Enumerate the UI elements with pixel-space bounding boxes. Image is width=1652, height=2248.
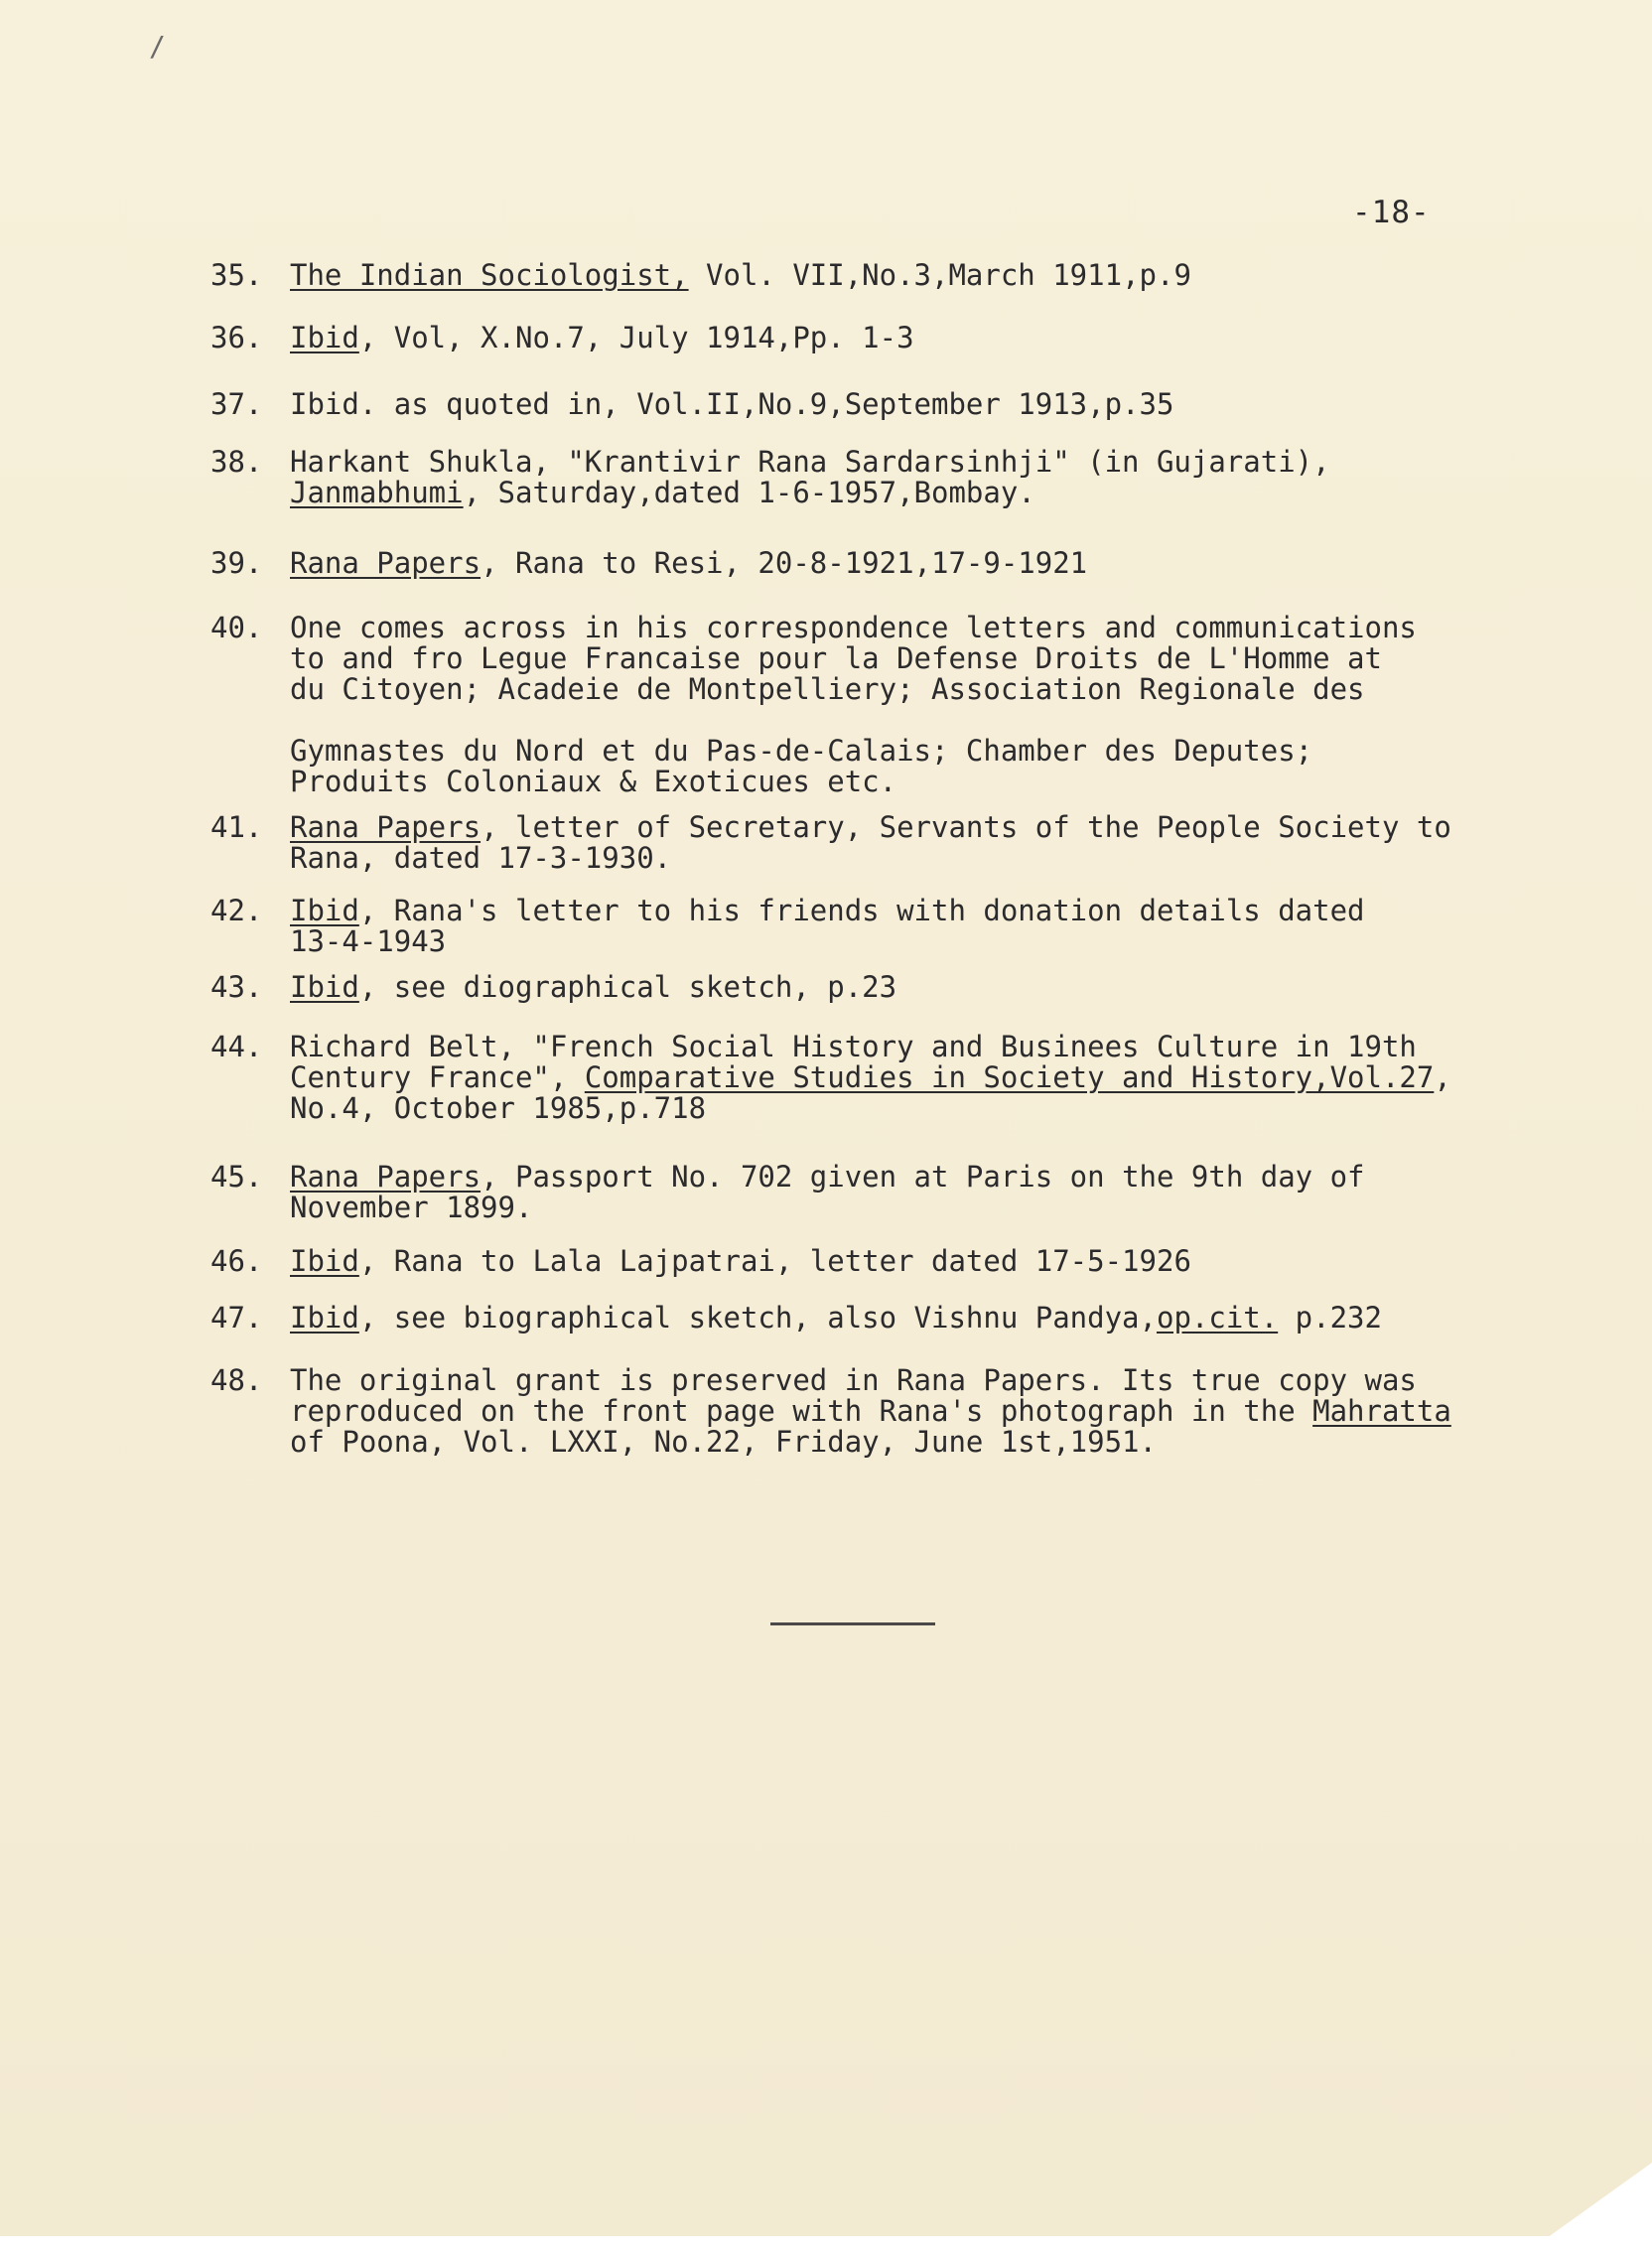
footnote-text xyxy=(290,613,1417,797)
footnote-number: 35. xyxy=(210,258,263,292)
footnote-number: 36. xyxy=(210,321,263,354)
footnote-number: 45. xyxy=(210,1160,263,1194)
underlined-title: Ibid xyxy=(290,1301,359,1335)
footnote-38 xyxy=(210,447,1330,508)
footnote-number: 48. xyxy=(210,1363,263,1397)
underlined-title: Ibid xyxy=(290,321,359,354)
footnote-text xyxy=(290,1246,1191,1277)
footnote-text xyxy=(290,1365,1451,1458)
underlined-title: Ibid xyxy=(290,894,359,927)
footnote-number: 41. xyxy=(210,810,263,844)
footnote-number: 38. xyxy=(210,445,263,479)
footnote-segment: , Passport No. 702 given at Paris on the 9th day of November 1899. xyxy=(290,1160,1365,1224)
footnote-45 xyxy=(210,1162,1365,1223)
footnote-segment: , No.4, October 1985,p.718 xyxy=(290,1060,1451,1125)
end-rule xyxy=(770,1622,935,1625)
footnote-segment: Vol. VII,No.3,March 1911,p.9 xyxy=(688,258,1191,292)
folded-corner xyxy=(1533,2163,1652,2248)
underlined-title: Ibid xyxy=(290,1244,359,1278)
footnote-47 xyxy=(210,1303,1382,1334)
underlined-title: Ibid xyxy=(290,970,359,1004)
footnote-text xyxy=(290,389,1173,420)
footnote-40 xyxy=(210,613,1417,797)
underlined-title: Rana Papers xyxy=(290,810,482,844)
underlined-title: Mahratta xyxy=(1312,1394,1451,1428)
footnote-48 xyxy=(210,1365,1451,1458)
footnote-segment: , Rana to Lala Lajpatrai, letter dated 17-5-1926 xyxy=(358,1244,1191,1278)
footnote-segment: , Rana's letter to his friends with donation details dated 13-4-1943 xyxy=(290,894,1365,958)
footnote-segment: of Poona, Vol. LXXI, No.22, Friday, June 1st,1951. xyxy=(290,1425,1157,1459)
footnote-44 xyxy=(210,1032,1451,1124)
footnote-43 xyxy=(210,972,896,1003)
underlined-title: Janmabhumi xyxy=(290,476,464,509)
footnote-42 xyxy=(210,896,1365,957)
footnote-segment: One comes across in his correspondence letters and communications to and fro Legue Francaise pour la Defense Droits de L'Homme at du Citoyen; Acadeie de Montpelliery; Association Regionale des Gymnastes du Nord et du Pas-de-Calais; Chamber des Deputes; Produits Coloniaux & Exoticues etc. xyxy=(290,611,1417,798)
footnote-number: 46. xyxy=(210,1244,263,1278)
underlined-title: The Indian Sociologist, xyxy=(290,258,689,292)
underlined-title: op.cit. xyxy=(1156,1301,1279,1335)
footnote-text xyxy=(290,260,1191,291)
footnote-text xyxy=(290,323,914,353)
footnote-number: 43. xyxy=(210,970,263,1004)
footnote-segment: , Vol, X.No.7, July 1914,Pp. 1-3 xyxy=(358,321,914,354)
footnote-number: 42. xyxy=(210,894,263,927)
footnote-segment: , see diographical sketch, p.23 xyxy=(358,970,897,1004)
footnote-segment: , Rana to Resi, 20-8-1921,17-9-1921 xyxy=(481,546,1088,580)
footnote-text xyxy=(290,896,1365,957)
footnote-text xyxy=(290,1032,1451,1124)
footnote-46 xyxy=(210,1246,1191,1277)
underlined-title: Rana Papers xyxy=(290,546,482,580)
footnote-number: 44. xyxy=(210,1030,263,1063)
footnote-39 xyxy=(210,548,1087,579)
footnote-number: 37. xyxy=(210,387,263,421)
footnote-37 xyxy=(210,389,1173,420)
footnote-text xyxy=(290,447,1330,508)
footnote-text xyxy=(290,812,1451,874)
footnote-segment: p.232 xyxy=(1278,1301,1382,1335)
stray-pen-mark: / xyxy=(149,30,166,63)
footnote-text xyxy=(290,548,1087,579)
footnote-segment: Harkant Shukla, "Krantivir Rana Sardarsinhji" (in Gujarati), xyxy=(290,445,1330,479)
footnote-segment: , Saturday,dated 1-6-1957,Bombay. xyxy=(463,476,1035,509)
footnote-number: 39. xyxy=(210,546,263,580)
footnote-segment: , letter of Secretary, Servants of the People Society to Rana, dated 17-3-1930. xyxy=(290,810,1451,875)
footnote-35 xyxy=(210,260,1191,291)
underlined-title: Rana Papers xyxy=(290,1160,482,1194)
footnote-segment: The original grant is preserved in Rana Papers. Its true copy was reproduced on the front page with Rana's photograph in the xyxy=(290,1363,1417,1428)
footnote-number: 47. xyxy=(210,1301,263,1335)
underlined-title: Comparative Studies in Society and History,Vol.27 xyxy=(584,1060,1435,1094)
footnote-36 xyxy=(210,323,914,353)
footnote-segment: Ibid. as quoted in, Vol.II,No.9,September 1913,p.35 xyxy=(290,387,1174,421)
footnote-text xyxy=(290,1303,1382,1334)
footnote-number: 40. xyxy=(210,611,263,644)
page-number: -18- xyxy=(1352,195,1431,230)
footnote-segment: Richard Belt, "French Social History and Businees Culture in 19th Century France", xyxy=(290,1030,1417,1094)
footnote-text xyxy=(290,972,896,1003)
scan-edge xyxy=(0,2236,1652,2248)
footnote-segment: , see biographical sketch, also Vishnu Pandya, xyxy=(358,1301,1157,1335)
footnote-text xyxy=(290,1162,1365,1223)
footnote-41 xyxy=(210,812,1451,874)
